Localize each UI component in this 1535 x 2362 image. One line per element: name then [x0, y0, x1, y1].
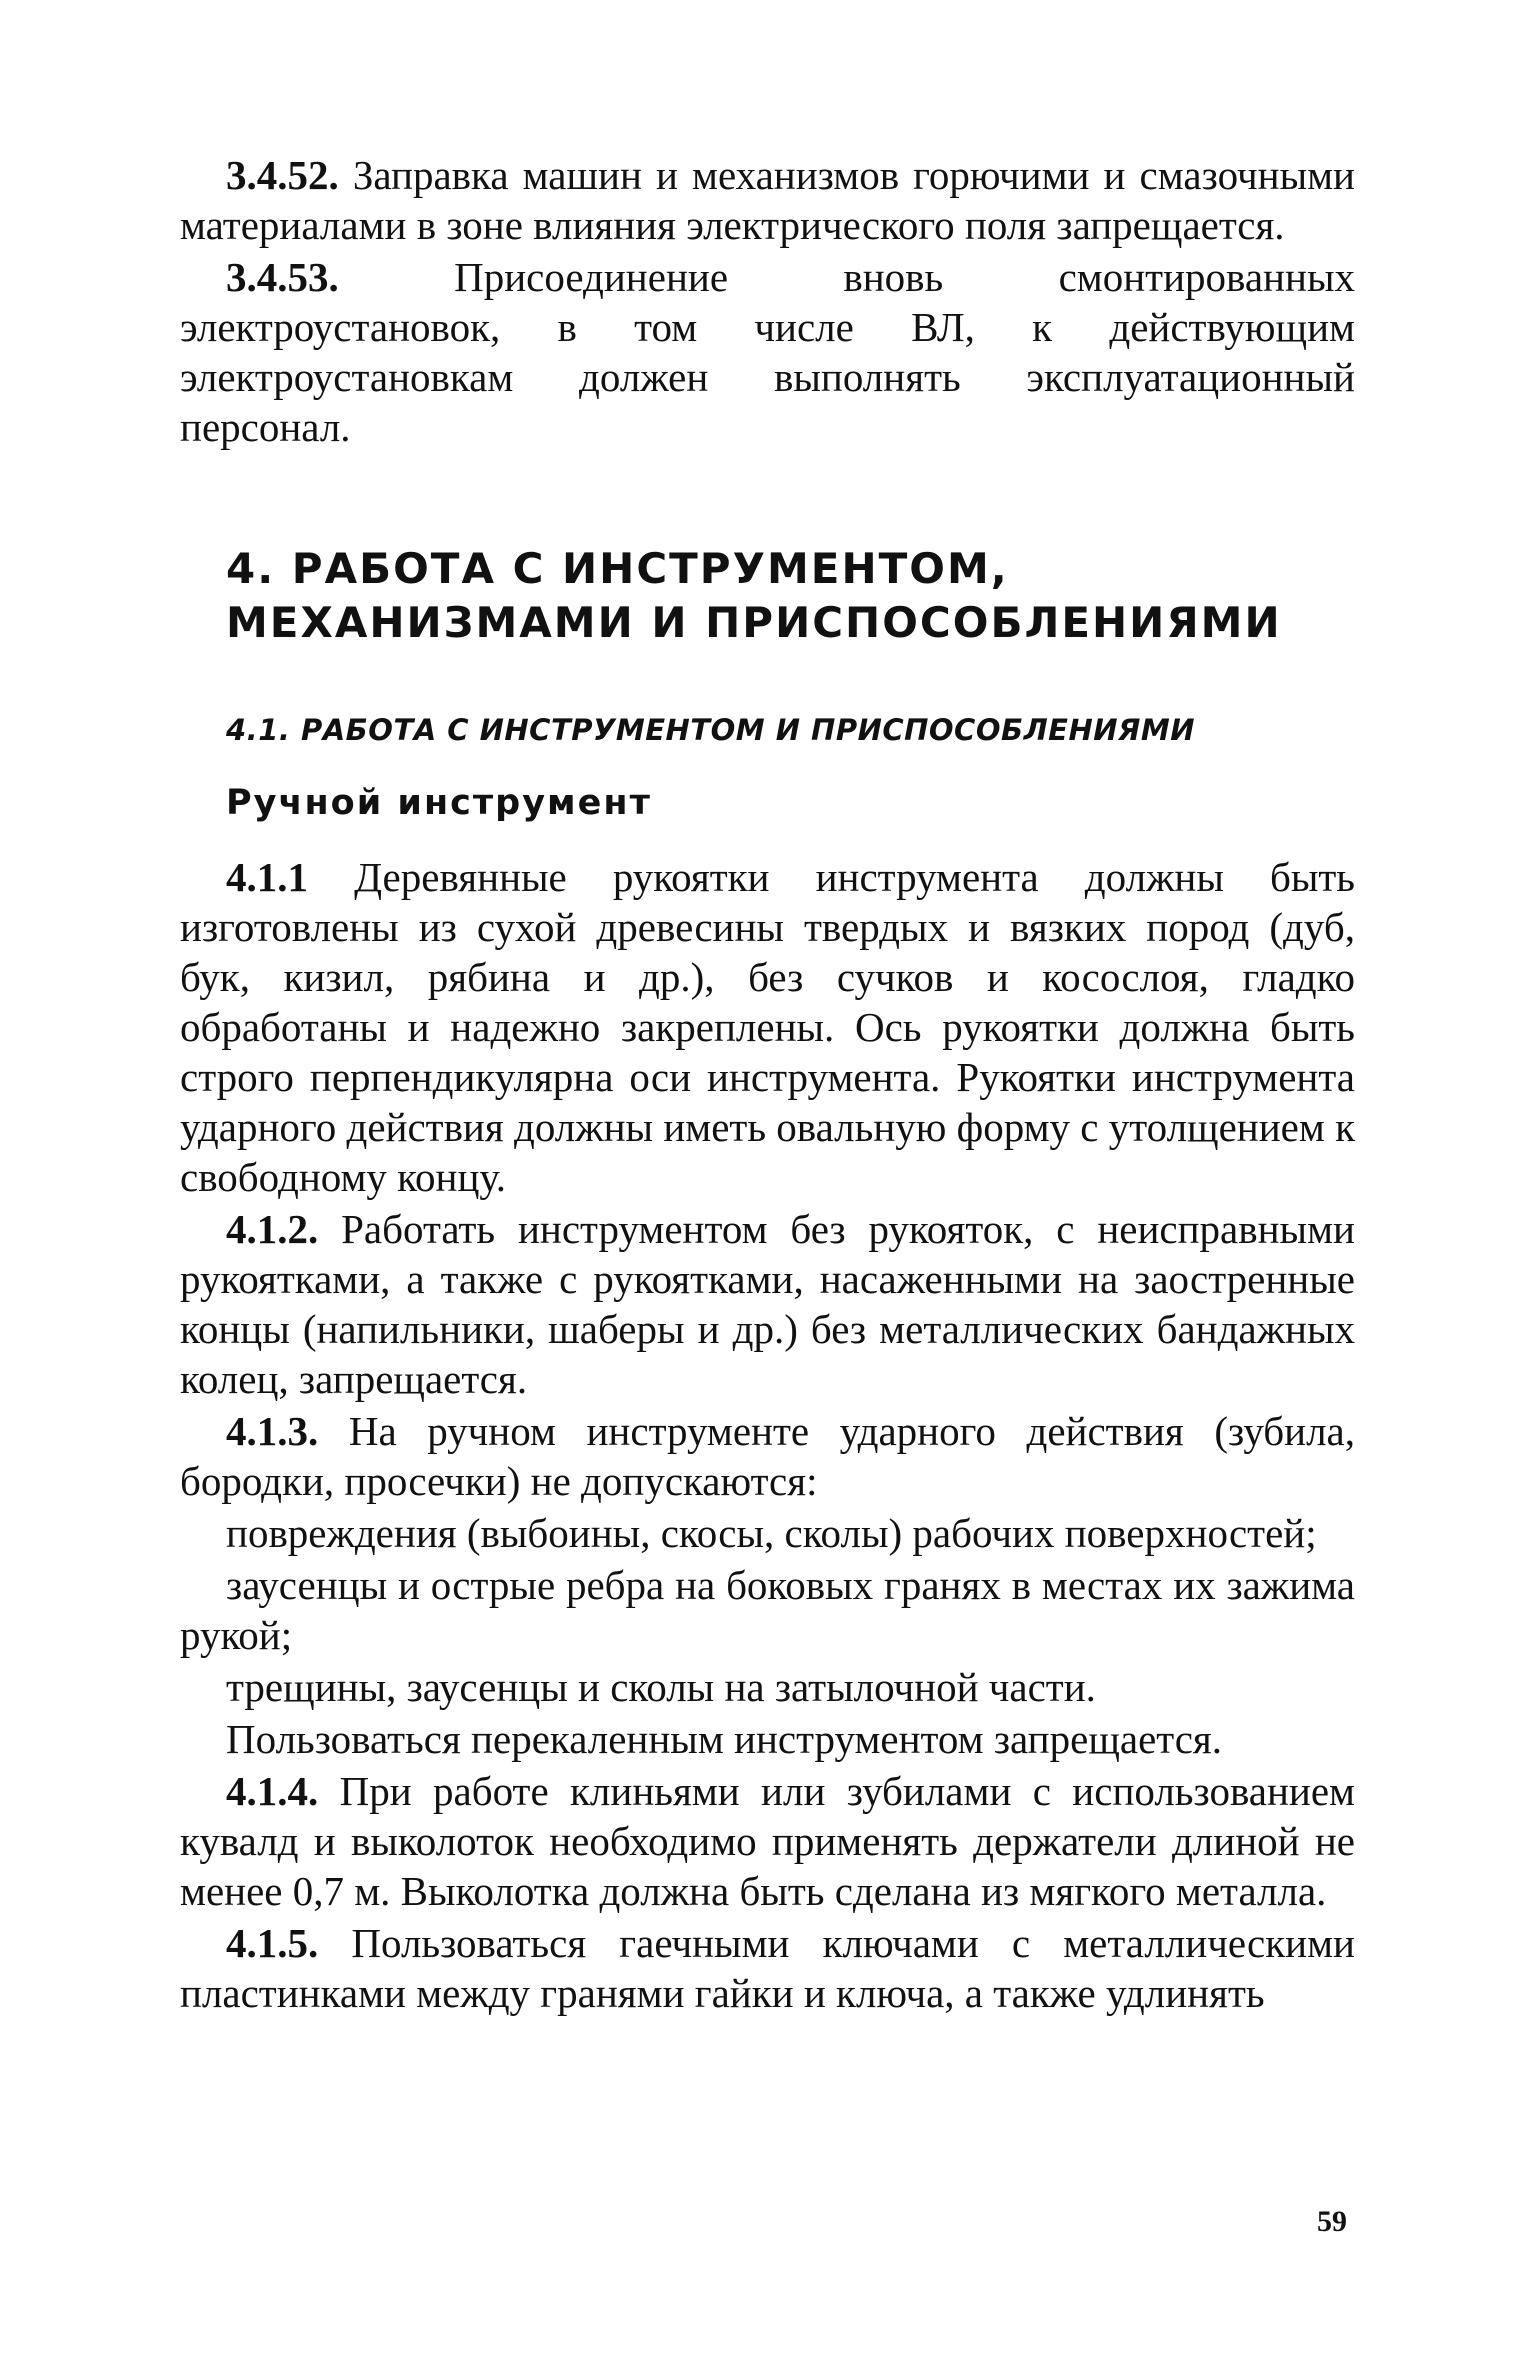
paragraph-4-1-3: [180, 1406, 1355, 1506]
clause-number: 3.4.52.: [226, 152, 339, 198]
paragraph-3-4-52: [180, 150, 1355, 250]
clause-text: При работе клиньями или зубилами с использованием кувалд и выколоток необходимо применять держатели длиной не менее 0,7 м. Выколотка должна быть сделана из мягкого металла.: [180, 1768, 1355, 1914]
clause-number: 4.1.4.: [226, 1768, 319, 1814]
list-item: трещины, заусенцы и сколы на затылочной части.: [226, 1664, 1096, 1710]
clause-text: Присоединение вновь смонтированных электроустановок, в том числе ВЛ, к действующим электроустановкам должен выполнять эксплуатационный персонал.: [180, 254, 1355, 450]
paragraph-3-4-53: [180, 252, 1355, 452]
paragraph-4-1-5: [180, 1918, 1355, 2018]
paragraph-4-1-4: [180, 1766, 1355, 1916]
clause-text: Пользоваться гаечными ключами с металлическими пластинками между гранями гайки и ключа, а также удлинять: [180, 1920, 1355, 2016]
list-item: заусенцы и острые ребра на боковых гранях в местах их зажима рукой;: [180, 1562, 1355, 1658]
clause-text: На ручном инструменте ударного действия (зубила, бородки, просечки) не допускаются:: [180, 1408, 1355, 1504]
clause-number: 4.1.1: [226, 854, 308, 900]
page-number: 59: [1317, 2205, 1347, 2238]
clause-number: 3.4.53.: [226, 254, 339, 300]
clause-text: Работать инструментом без рукояток, с неисправными рукоятками, а также с рукоятками, насаженными на заостренные концы (напильники, шаберы и др.) без металлических бандажных колец, запрещается.: [180, 1206, 1355, 1402]
clause-text: Деревянные рукоятки инструмента должны быть изготовлены из сухой древесины твердых и вязких пород (дуб, бук, кизил, рябина и др.), без сучков и косослоя, гладко обработаны и надежно закреплены. Ось рукоятки должна быть строго перпендикулярна оси инструмента. Рукоятки инструмента ударного действия должны иметь овальную форму с утолщением к свободному концу.: [180, 854, 1355, 1200]
heading-hand-tools: Ручной инструмент: [226, 783, 652, 823]
clause-text: Заправка машин и механизмов горючими и смазочными материалами в зоне влияния электрического поля запрещается.: [180, 152, 1355, 248]
list-item: повреждения (выбоины, скосы, сколы) рабочих поверхностей;: [226, 1510, 1317, 1556]
paragraph-4-1-1: [180, 852, 1355, 1202]
paragraph-4-1-3-end: Пользоваться перекаленным инструментом запрещается.: [226, 1716, 1223, 1762]
subsection-title: 4.1. РАБОТА С ИНСТРУМЕНТОМ И ПРИСПОСОБЛЕНИЯМИ: [226, 713, 1195, 747]
clause-number: 4.1.5.: [226, 1920, 319, 1966]
clause-number: 4.1.3.: [226, 1408, 319, 1454]
section-title: 4. РАБОТА С ИНСТРУМЕНТОМ, МЕХАНИЗМАМИ И ПРИСПОСОБЛЕНИЯМИ: [226, 544, 1282, 647]
clause-number: 4.1.2.: [226, 1206, 319, 1252]
paragraph-4-1-2: [180, 1204, 1355, 1404]
